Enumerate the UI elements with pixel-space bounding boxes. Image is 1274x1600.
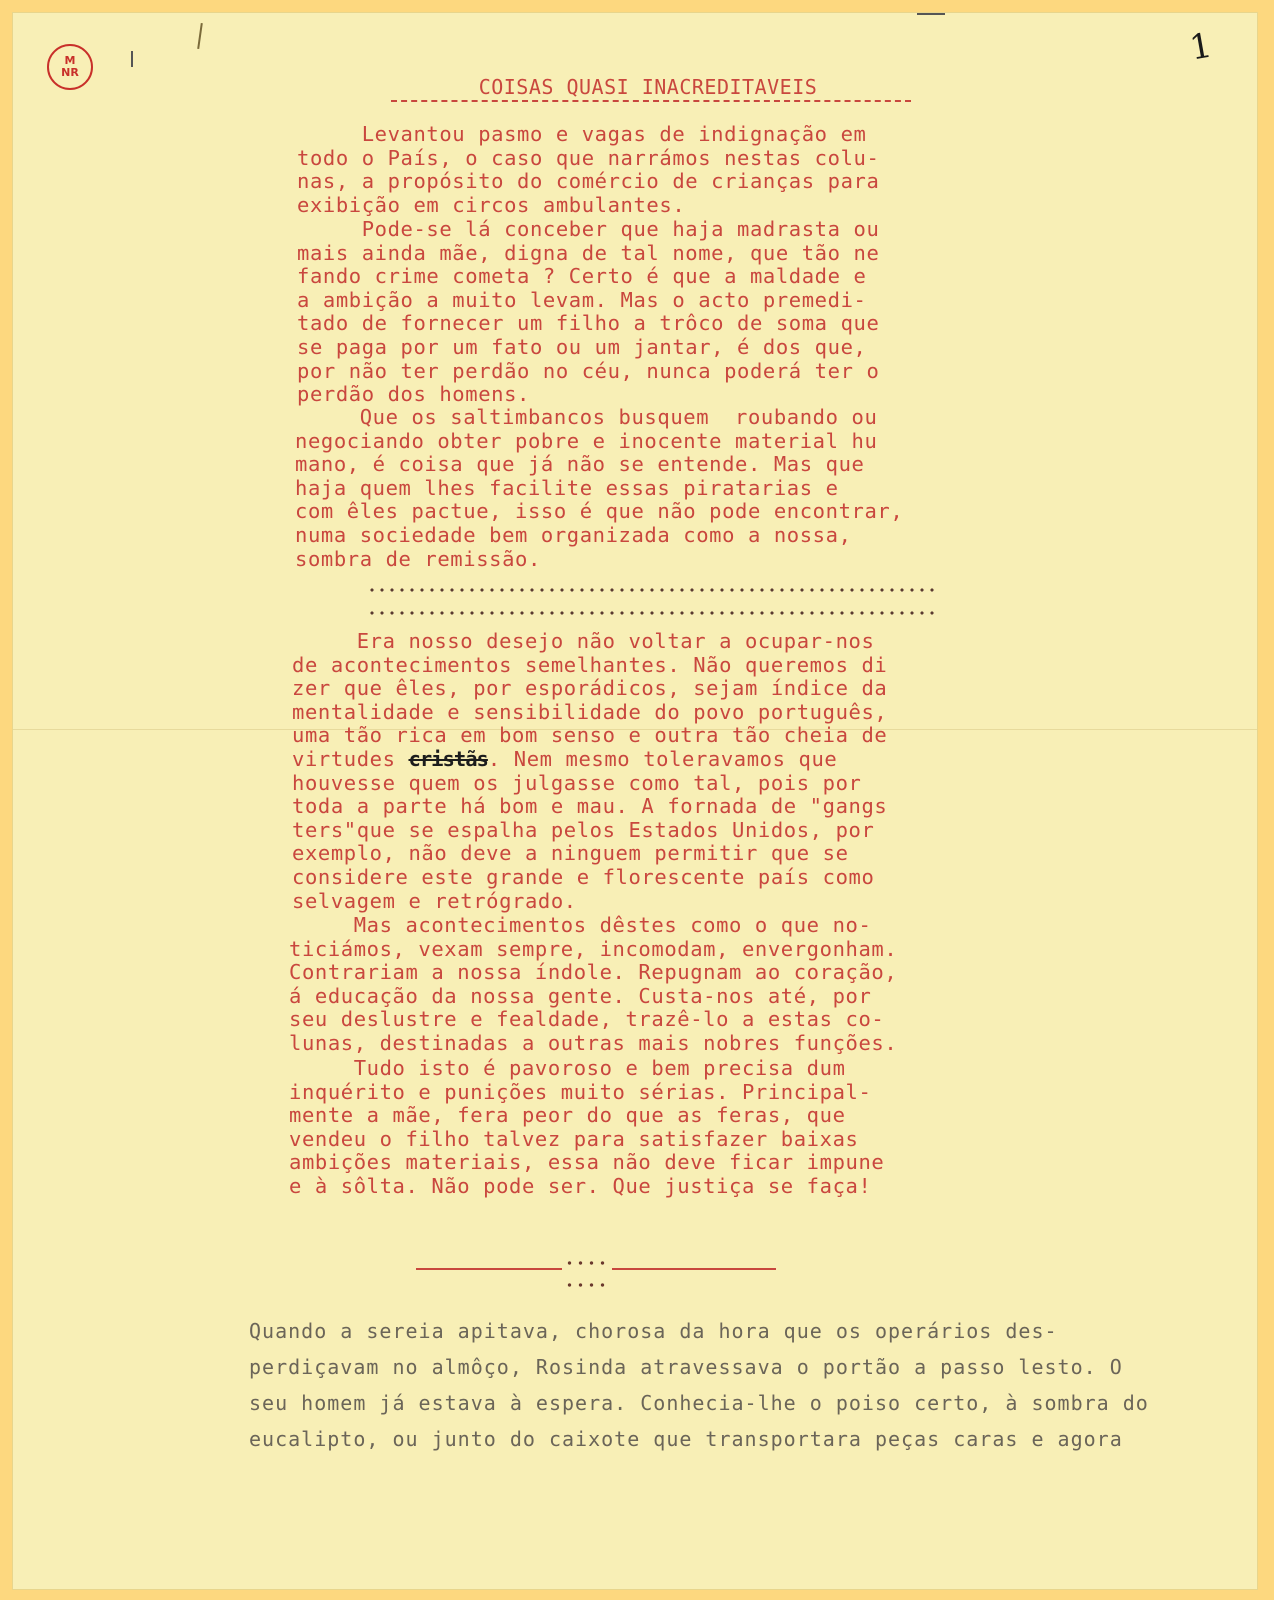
title-underline: [391, 100, 911, 102]
stamp-line1: M: [64, 54, 76, 67]
stamp-line2: NR: [61, 66, 79, 79]
separator-line-right: [612, 1268, 776, 1270]
ink-mark: [131, 51, 133, 67]
archive-stamp: [47, 44, 93, 90]
dotted-separator-2: [367, 611, 937, 615]
paragraph-3: Que os saltimbancos busquem roubando ou negociando obter pobre e inocente material hu mano, é coisa que já não se entende. Mas que haja quem lhes facilite essas piratarias e com êles pactue, isso é que não pode encontrar, numa sociedade bem organizada como a nossa, sombra de remissão.: [295, 405, 904, 571]
paragraph-4: [292, 630, 887, 913]
separator-line-left: [416, 1268, 562, 1270]
page-title: COISAS QUASI INACREDITAVEIS: [478, 75, 818, 99]
paragraph-1: Levantou pasmo e vagas de indignação em todo o País, o caso que narrámos nestas colu- nas, a propósito do comércio de crianças para exibição em circos ambulantes.: [297, 122, 880, 217]
paragraph-2: Pode-se lá conceber que haja madrasta ou mais ainda mãe, digna de tal nome, que tão ne fando crime cometa ? Certo é que a maldade e a ambição a muito levam. Mas o acto premedi- tado de fornecer um filho a trôco de soma que se paga por um fato ou um jantar, é dos que, por não ter perdão no céu, nunca poderá ter o perdão dos homens.: [297, 217, 880, 407]
paragraph-5: Mas acontecimentos dêstes como o que no- ticiámos, vexam sempre, incomodam, envergonham. Contrariam a nossa índole. Repugnam ao coração, á educação da nossa gente. Custa-nos até, por seu deslustre e fealdade, trazê-lo a estas co- lunas, destinadas a outras mais nobres funções.: [289, 913, 898, 1055]
paragraph-6: Tudo isto é pavoroso e bem precisa dum inquérito e punições muito sérias. Principal- mente a mãe, fera peor do que as feras, que vendeu o filho talvez para satisfazer baixas ambições materiais, essa não deve ficar impune e à sôlta. Não pode ser. Que justiça se faça!: [289, 1056, 885, 1198]
paragraph-4-start: Era nosso desejo não voltar a ocupar-nos de acontecimentos semelhantes. Não queremos di zer que êles, por esporádicos, sejam índice da mentalidade e sensibilidade do povo português, uma tão rica em bom senso e outra tão cheia de virtudes: [292, 629, 888, 771]
separator-dots-bottom: [564, 1283, 610, 1287]
dotted-separator-1: [367, 588, 937, 592]
paragraph-4-end: . Nem mesmo toleravamos que houvesse quem os julgasse como tal, pois por toda a parte há bom e mau. A fornada de "gangs ters"que se espalha pelos Estados Unidos, por exemplo, não deve a ninguem permitir que se considere este grande e florescente país como selvagem e retrógrado.: [292, 746, 888, 913]
separator-dots-top: [564, 1261, 610, 1265]
typewritten-page: [12, 12, 1258, 1590]
page-number: 1: [1186, 25, 1215, 69]
continuation-text: Quando a sereia apitava, chorosa da hora que os operários des- perdiçavam no almôço, Rosinda atravessava o portão a passo lesto. O seu homem já estava à espera. Conhecia-lhe o poiso certo, à sombra do eucalipto, ou junto do caixote que transportara peças caras e agora: [249, 1319, 1149, 1451]
ink-mark: [917, 13, 945, 15]
ink-mark: [197, 23, 203, 49]
struck-word: cristãs: [408, 746, 488, 771]
